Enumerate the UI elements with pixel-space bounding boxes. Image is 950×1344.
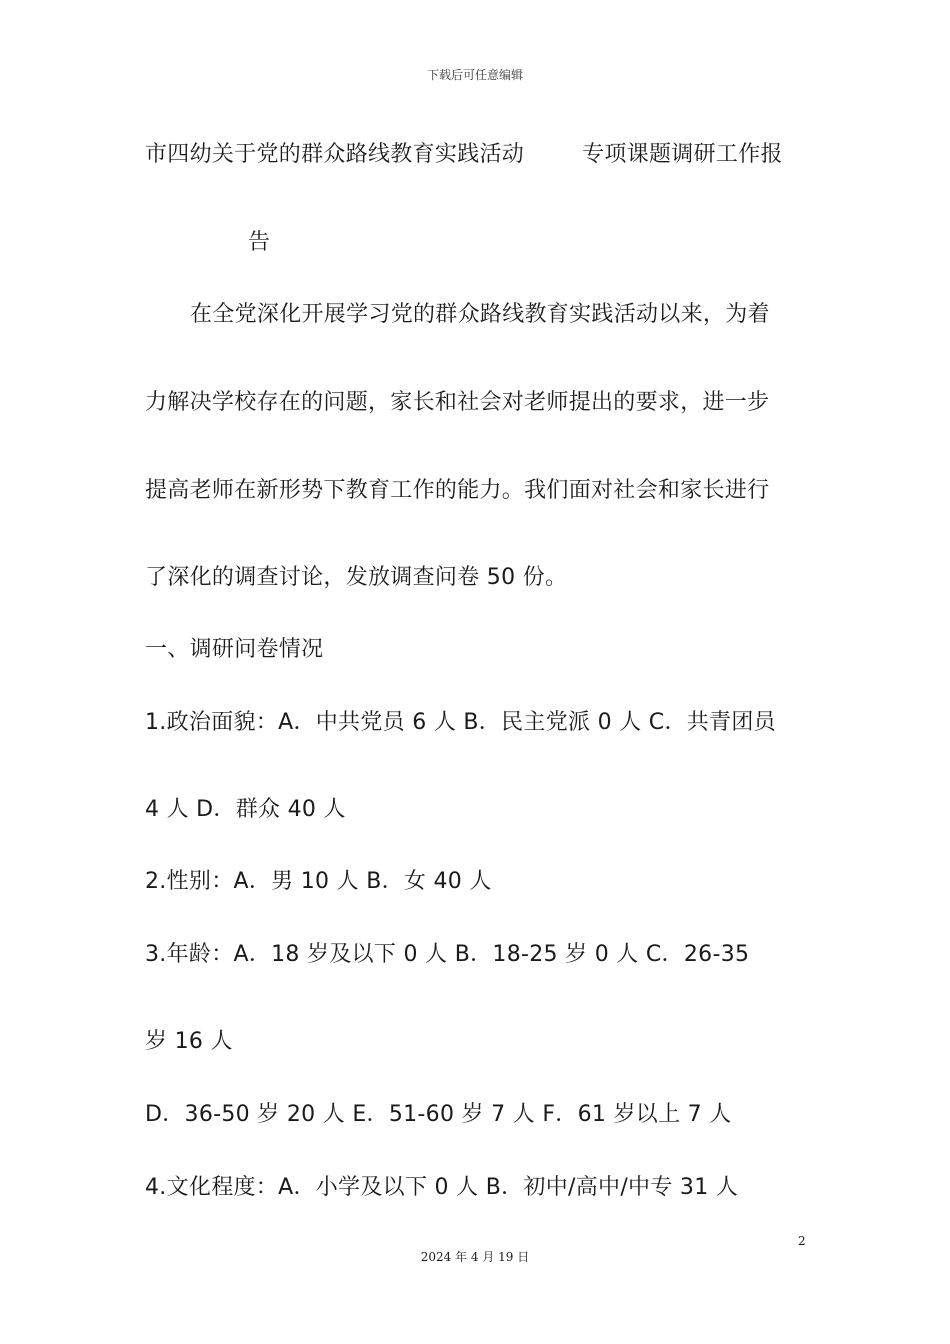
- survey-item-line: 1.政治面貌：A．中共党员 6 人 B．民主党派 0 人 C．共青团员: [145, 710, 776, 735]
- page-number: 2: [798, 1234, 806, 1248]
- title-part1: 市四幼关于党的群众路线教育实践活动: [145, 142, 525, 167]
- footer-date: 2024 年 4 月 19 日: [420, 1250, 530, 1264]
- intro-line-1: 在全党深化开展学习党的群众路线教育实践活动以来，为着: [190, 302, 770, 327]
- survey-item-line: 4.文化程度：A．小学及以下 0 人 B．初中/高中/中专 31 人: [145, 1175, 739, 1200]
- intro-line-4: 了深化的调查讨论，发放调查问卷 50 份。: [145, 565, 568, 590]
- survey-item-line: D．36-50 岁 20 人 E．51-60 岁 7 人 F．61 岁以上 7 人: [145, 1102, 732, 1127]
- intro-line-3: 提高老师在新形势下教育工作的能力。我们面对社会和家长进行: [145, 478, 770, 503]
- document-title-line1: [145, 137, 783, 168]
- page-header-note: 下载后可任意编辑: [426, 68, 523, 82]
- survey-item-line: 4 人 D．群众 40 人: [145, 797, 346, 822]
- survey-item-line: 3.年龄：A．18 岁及以下 0 人 B．18-25 岁 0 人 C．26-35: [145, 942, 750, 967]
- intro-line-2: 力解决学校存在的问题，家长和社会对老师提出的要求，进一步: [145, 390, 770, 415]
- document-title-line2: 告: [248, 230, 271, 255]
- survey-item-line: 2.性别：A．男 10 人 B．女 40 人: [145, 869, 492, 894]
- title-part2: 专项课题调研工作报: [582, 142, 783, 167]
- survey-item-line: 岁 16 人: [145, 1029, 233, 1054]
- section-heading: 一、调研问卷情况: [145, 637, 324, 662]
